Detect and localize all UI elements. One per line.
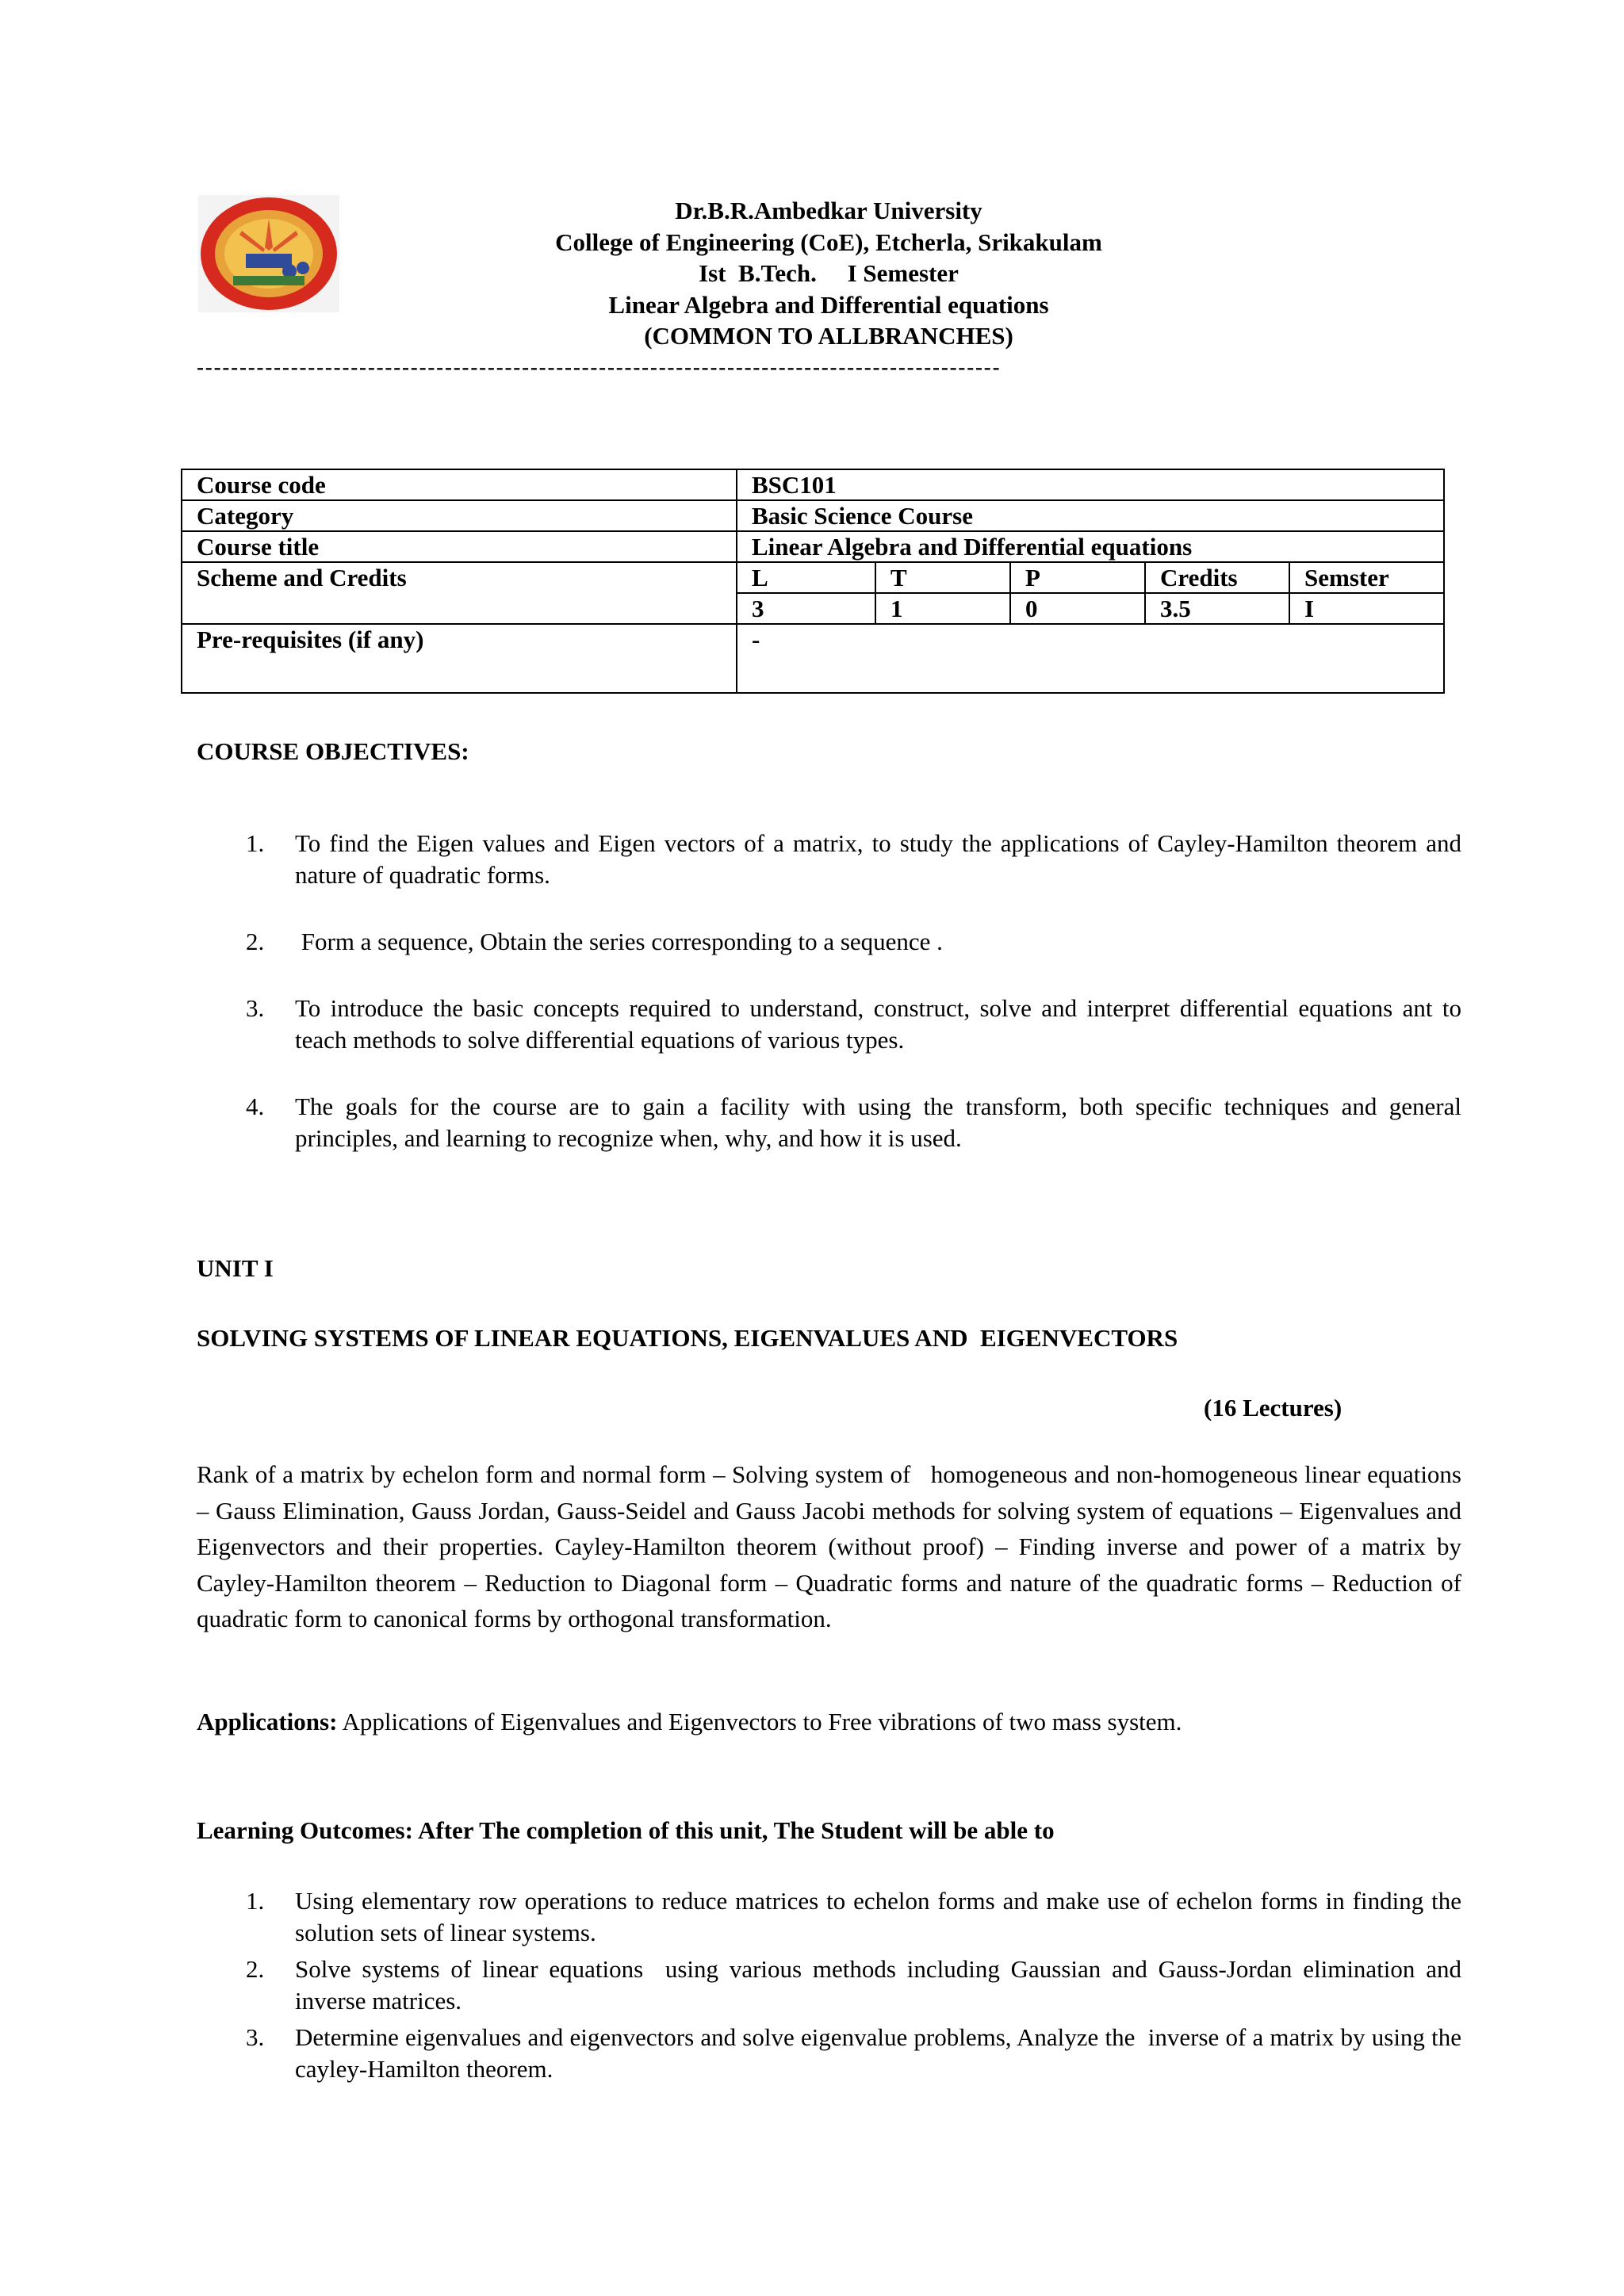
- list-number: 2.: [246, 1955, 265, 1983]
- unit-heading: SOLVING SYSTEMS OF LINEAR EQUATIONS, EIGENVALUES AND EIGENVECTORS: [197, 1324, 1178, 1352]
- table-row: [182, 624, 1444, 693]
- university-seal-icon: [198, 195, 339, 312]
- unit-title: UNIT I: [197, 1254, 274, 1282]
- list-text: To find the Eigen values and Eigen vectors of a matrix, to study the applications of Cayley-Hamilton theorem and nature of quadratic forms.: [295, 829, 1461, 889]
- list-number: 4.: [246, 1093, 265, 1120]
- list-item: [197, 828, 1461, 891]
- course-title-label: Course title: [182, 531, 737, 562]
- document-header: [396, 195, 1261, 352]
- course-title-value: Linear Algebra and Differential equations: [737, 531, 1444, 562]
- table-row: [182, 531, 1444, 562]
- table-row: [182, 562, 1444, 593]
- scheme-header-p: P: [1010, 562, 1145, 593]
- scheme-value-l: 3: [737, 593, 875, 624]
- applications-label: Applications:: [197, 1708, 338, 1735]
- objectives-list: [197, 828, 1461, 1189]
- list-text: Using elementary row operations to reduce matrices to echelon forms and make use of echelon forms in finding the solution sets of linear systems.: [295, 1887, 1461, 1946]
- scheme-header-l: L: [737, 562, 875, 593]
- scheme-value-semester: I: [1289, 593, 1444, 624]
- list-number: 3.: [246, 994, 265, 1022]
- university-logo: [198, 195, 339, 312]
- scheme-value-credits: 3.5: [1145, 593, 1289, 624]
- course-code-value: BSC101: [737, 469, 1444, 500]
- category-value: Basic Science Course: [737, 500, 1444, 531]
- list-item: [197, 1954, 1468, 2017]
- branches-note: (COMMON TO ALLBRANCHES): [644, 322, 1013, 350]
- objectives-title: COURSE OBJECTIVES:: [197, 737, 469, 765]
- scheme-label: Scheme and Credits: [182, 562, 737, 624]
- table-row: [182, 469, 1444, 500]
- scheme-header-semester: Semster: [1289, 562, 1444, 593]
- college-name: College of Engineering (CoE), Etcherla, Srikakulam: [555, 228, 1102, 256]
- applications-line: [197, 1706, 1461, 1738]
- list-text: Determine eigenvalues and eigenvectors and solve eigenvalue problems, Analyze the inverse of a matrix by using the cayley-Hamilton theorem.: [295, 2023, 1468, 2083]
- list-text: Solve systems of linear equations using various methods including Gaussian and Gauss-Jordan elimination and inverse matrices.: [295, 1955, 1468, 2015]
- outcomes-list: [197, 1885, 1468, 2085]
- table-row: [182, 500, 1444, 531]
- list-number: 3.: [246, 2023, 265, 2051]
- list-number: 1.: [246, 829, 265, 857]
- course-code-label: Course code: [182, 469, 737, 500]
- list-text: To introduce the basic concepts required to understand, construct, solve and interpret differential equations ant to teach methods to solve differential equations of various types.: [295, 994, 1461, 1054]
- scheme-header-credits: Credits: [1145, 562, 1289, 593]
- header-divider: ----------------------------------------------------------------------------------------------: [197, 355, 1002, 379]
- scheme-value-p: 0: [1010, 593, 1145, 624]
- university-name: Dr.B.R.Ambedkar University: [675, 197, 982, 224]
- list-number: 2.: [246, 928, 265, 955]
- list-item: [197, 2022, 1468, 2085]
- course-name: Linear Algebra and Differential equations: [608, 290, 1049, 319]
- list-number: 1.: [246, 1887, 265, 1915]
- program-semester: Ist B.Tech. I Semester: [699, 259, 959, 287]
- category-label: Category: [182, 500, 737, 531]
- list-item: [197, 993, 1461, 1056]
- prereq-label: Pre-requisites (if any): [182, 624, 737, 693]
- course-info-table: [181, 469, 1445, 694]
- prereq-value: -: [737, 624, 1444, 693]
- lecture-count: (16 Lectures): [1204, 1394, 1342, 1422]
- list-text: Form a sequence, Obtain the series corresponding to a sequence .: [295, 928, 943, 955]
- outcomes-title: Learning Outcomes: After The completion of this unit, The Student will be able to: [197, 1816, 1055, 1844]
- unit-content: Rank of a matrix by echelon form and normal form – Solving system of homogeneous and non-homogeneous linear equations – Gauss Elimination, Gauss Jordan, Gauss-Seidel and Gauss Jacobi methods for solving system of equations – Eigenvalues and Eigenvectors and their properties. Cayley-Hamilton theorem (without proof) – Finding inverse and power of a matrix by Cayley-Hamilton theorem – Reduction to Diagonal form – Quadratic forms and nature of the quadratic forms – Reduction of quadratic form to canonical forms by orthogonal transformation.: [197, 1460, 1468, 1633]
- list-text: The goals for the course are to gain a facility with using the transform, both specific techniques and general principles, and learning to recognize when, why, and how it is used.: [295, 1093, 1461, 1152]
- scheme-header-t: T: [875, 562, 1010, 593]
- list-item: [197, 1885, 1461, 1949]
- list-item: [197, 926, 1461, 958]
- list-item: [197, 1091, 1461, 1154]
- applications-text: Applications of Eigenvalues and Eigenvectors to Free vibrations of two mass system.: [337, 1708, 1182, 1735]
- scheme-value-t: 1: [875, 593, 1010, 624]
